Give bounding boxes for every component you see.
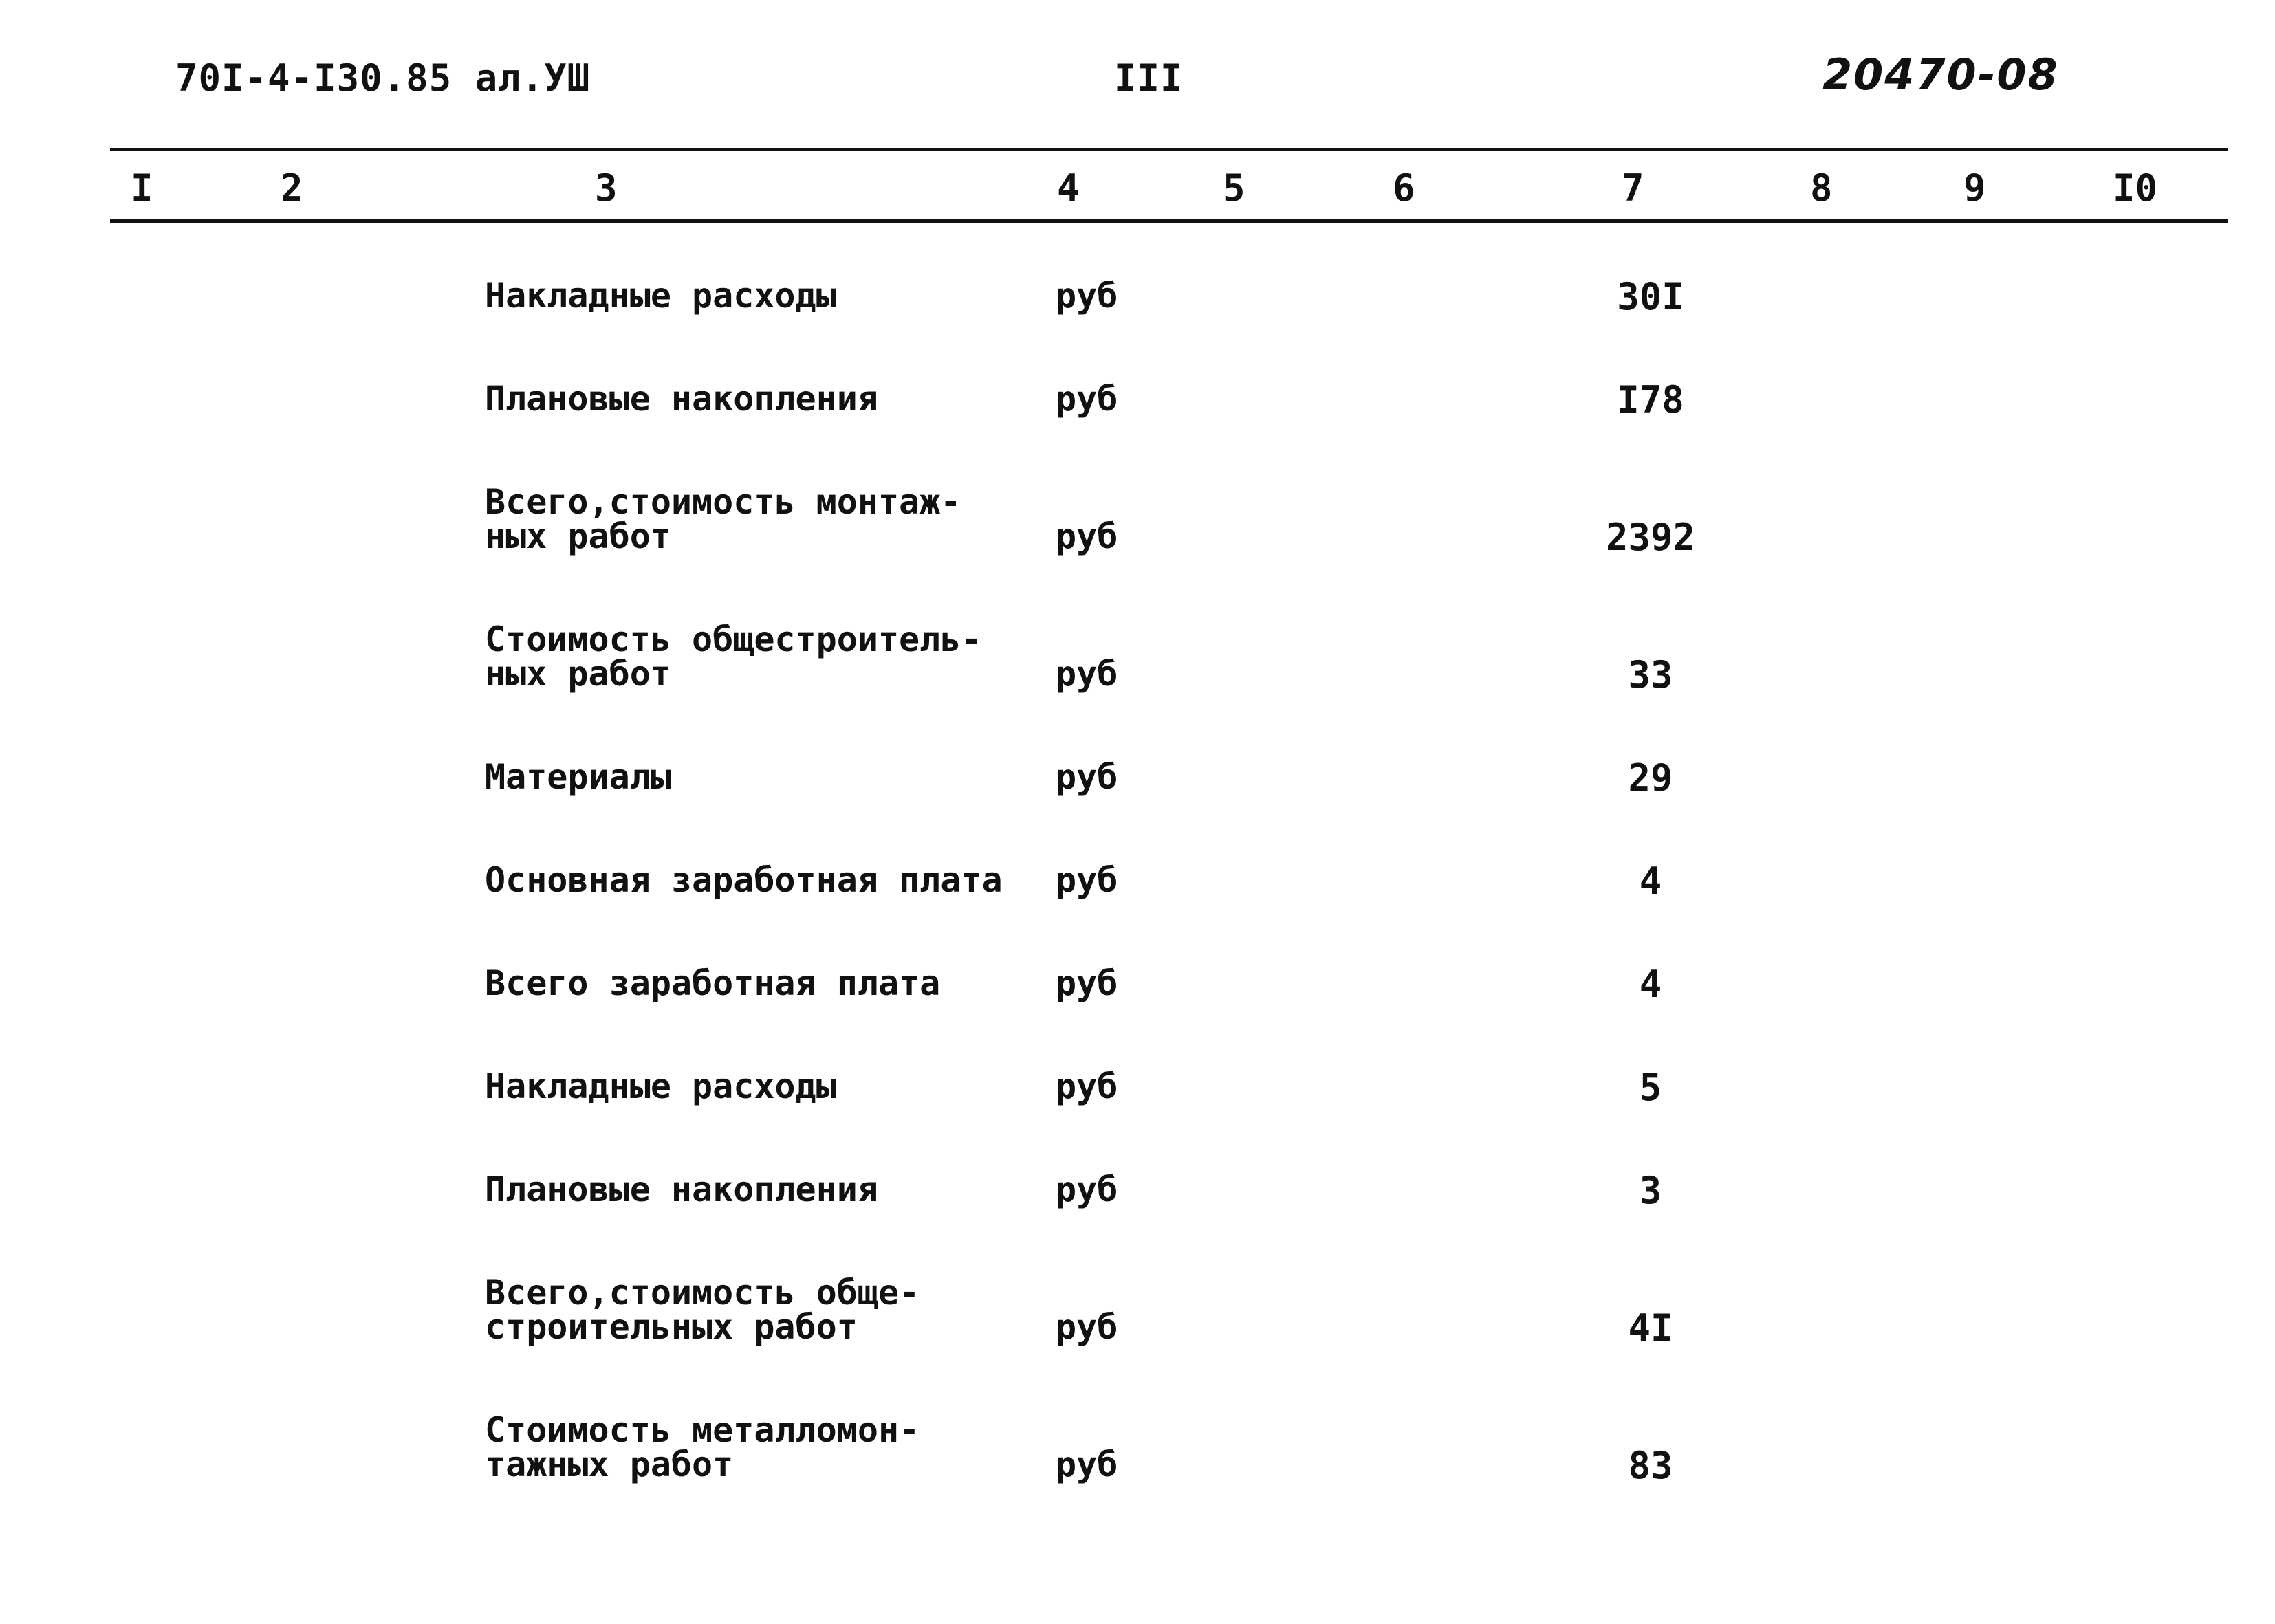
row-value: 4I <box>1628 1306 1673 1350</box>
row-description: Всего заработная плата <box>485 963 941 1003</box>
column-number: 8 <box>1810 166 1833 210</box>
column-number: 3 <box>595 166 618 210</box>
column-number: 9 <box>1963 166 1986 210</box>
row-value: I78 <box>1617 378 1684 421</box>
row-unit: руб <box>1056 757 1118 797</box>
row-description: Всего,стоимость обще- строительных работ <box>485 1273 920 1347</box>
sheet-number: III <box>1114 56 1184 100</box>
column-number: 7 <box>1622 166 1644 210</box>
row-value: 83 <box>1628 1444 1673 1487</box>
row-value: 30I <box>1617 275 1684 318</box>
row-description: Основная заработная плата <box>485 860 1003 900</box>
row-value: 2392 <box>1605 516 1696 559</box>
row-unit: руб <box>1056 276 1118 316</box>
row-value: 29 <box>1628 756 1673 800</box>
row-value: 4 <box>1639 963 1662 1006</box>
row-unit: руб <box>1056 1066 1118 1106</box>
row-value: 4 <box>1639 859 1662 903</box>
row-unit: руб <box>1056 1307 1118 1347</box>
column-number: 5 <box>1223 166 1245 210</box>
row-value: 5 <box>1639 1066 1662 1109</box>
table-header-rule <box>110 219 2228 223</box>
column-number: I <box>131 166 153 210</box>
row-description: Всего,стоимость монтаж- ных работ <box>485 482 961 556</box>
row-description: Стоимость общестроитель- ных работ <box>485 619 982 694</box>
row-unit: руб <box>1056 654 1118 694</box>
column-number: I0 <box>2113 166 2158 210</box>
row-description: Плановые накопления <box>485 379 878 419</box>
table-top-rule <box>110 148 2228 151</box>
column-number: 4 <box>1057 166 1080 210</box>
row-description: Стоимость металломон- тажных работ <box>485 1410 920 1484</box>
row-unit: руб <box>1056 860 1118 900</box>
row-unit: руб <box>1056 516 1118 556</box>
document-code: 70I-4-I30.85 ал.УШ <box>175 56 591 100</box>
row-unit: руб <box>1056 1445 1118 1484</box>
row-unit: руб <box>1056 963 1118 1003</box>
column-number: 6 <box>1393 166 1415 210</box>
archive-number: 20470-08 <box>1822 50 2059 100</box>
row-value: 3 <box>1639 1169 1662 1212</box>
column-number: 2 <box>281 166 303 210</box>
row-description: Накладные расходы <box>485 1066 837 1106</box>
row-unit: руб <box>1056 379 1118 419</box>
row-unit: руб <box>1056 1170 1118 1209</box>
row-description: Накладные расходы <box>485 276 837 316</box>
row-description: Плановые накопления <box>485 1170 878 1209</box>
row-description: Материалы <box>485 757 671 797</box>
row-value: 33 <box>1628 653 1673 696</box>
